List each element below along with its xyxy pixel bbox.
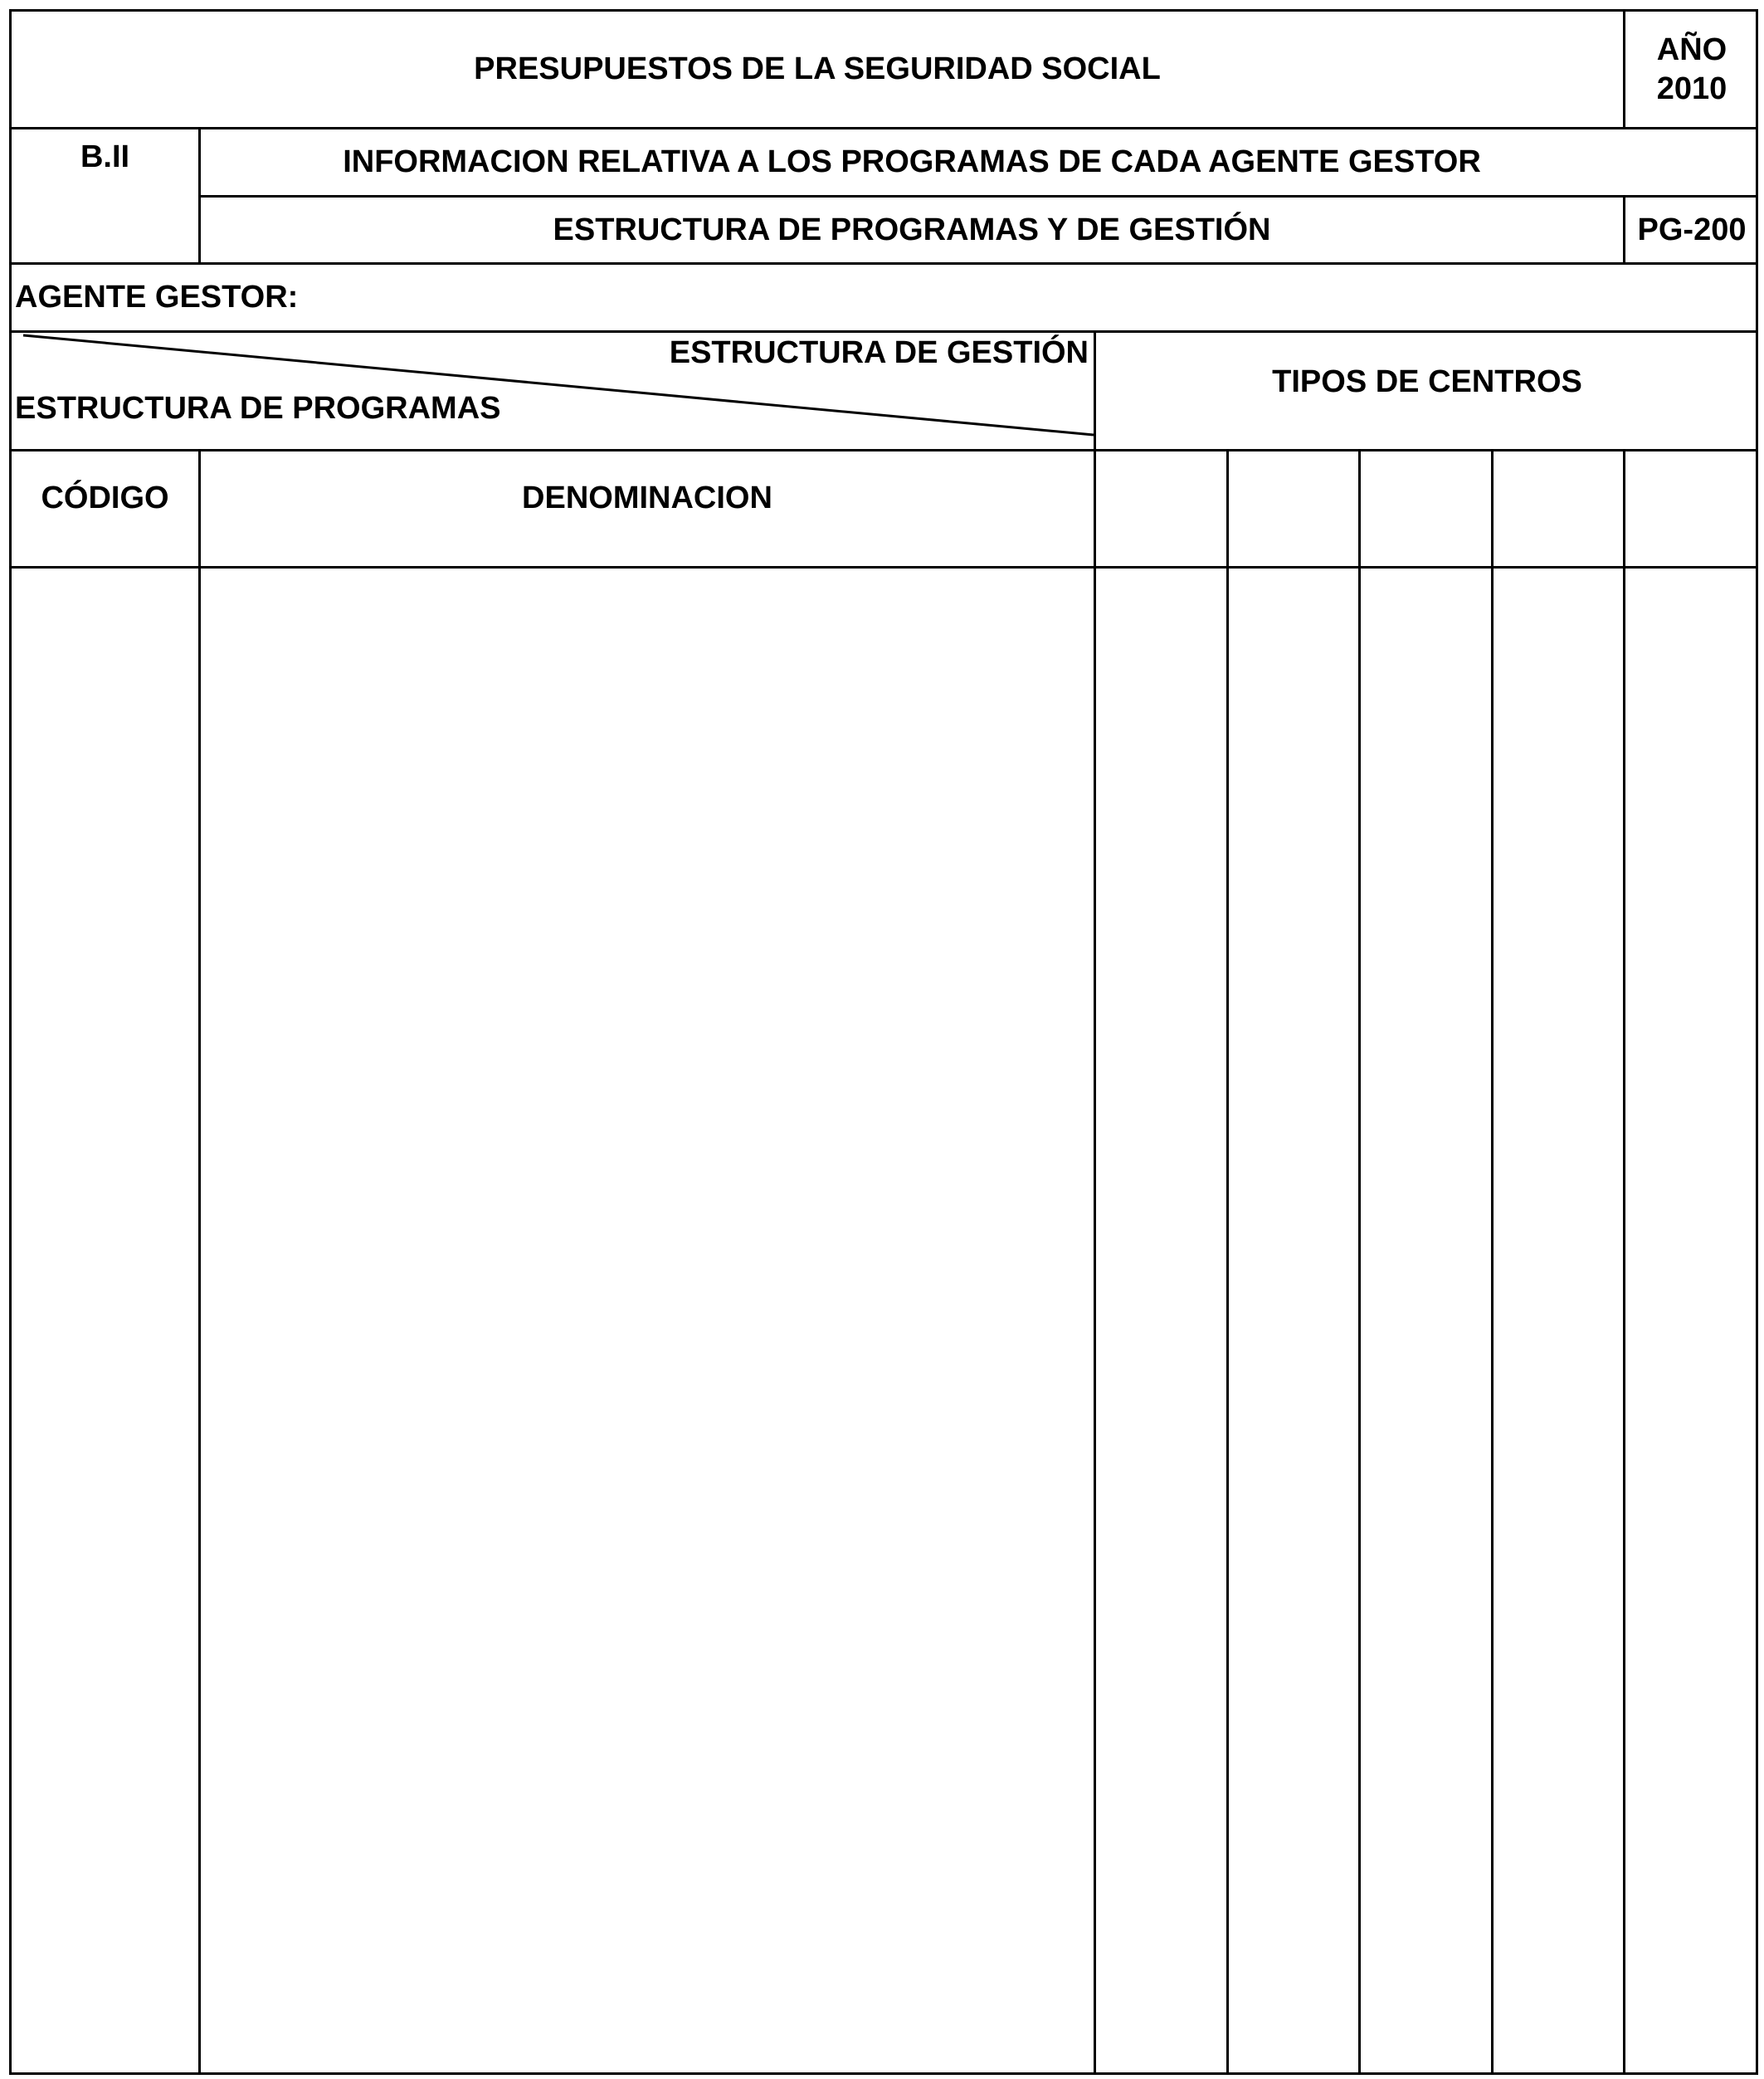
year-box	[1625, 12, 1758, 127]
column-header-center-type-5	[1625, 451, 1758, 544]
column-header-name: DENOMINACION	[522, 480, 772, 515]
year-label: AÑO	[1656, 32, 1727, 68]
form-entry-area[interactable]	[11, 569, 1757, 2073]
form-code: PG-200	[1637, 212, 1747, 247]
management-structure-label: ESTRUCTURA DE GESTIÓN	[669, 334, 1089, 370]
page-title: PRESUPUESTOS DE LA SEGURIDAD SOCIAL	[474, 51, 1161, 87]
column-header-center-type-1	[1096, 451, 1226, 544]
program-structure-label: ESTRUCTURA DE PROGRAMAS	[15, 390, 501, 426]
column-header-center-type-4	[1494, 451, 1623, 544]
column-header-code: CÓDIGO	[41, 480, 169, 515]
column-header-center-type-3	[1361, 451, 1491, 544]
section-title: INFORMACION RELATIVA A LOS PROGRAMAS DE CADA AGENTE GESTOR	[343, 144, 1481, 180]
section-subtitle: ESTRUCTURA DE PROGRAMAS Y DE GESTIÓN	[553, 212, 1271, 247]
rule-below-column-headers	[9, 566, 1758, 569]
agent-label: AGENTE GESTOR:	[15, 280, 299, 315]
year-value: 2010	[1656, 71, 1727, 106]
column-header-center-type-2	[1229, 451, 1358, 544]
section-code: B.II	[80, 139, 130, 174]
center-types-label: TIPOS DE CENTROS	[1272, 364, 1582, 399]
